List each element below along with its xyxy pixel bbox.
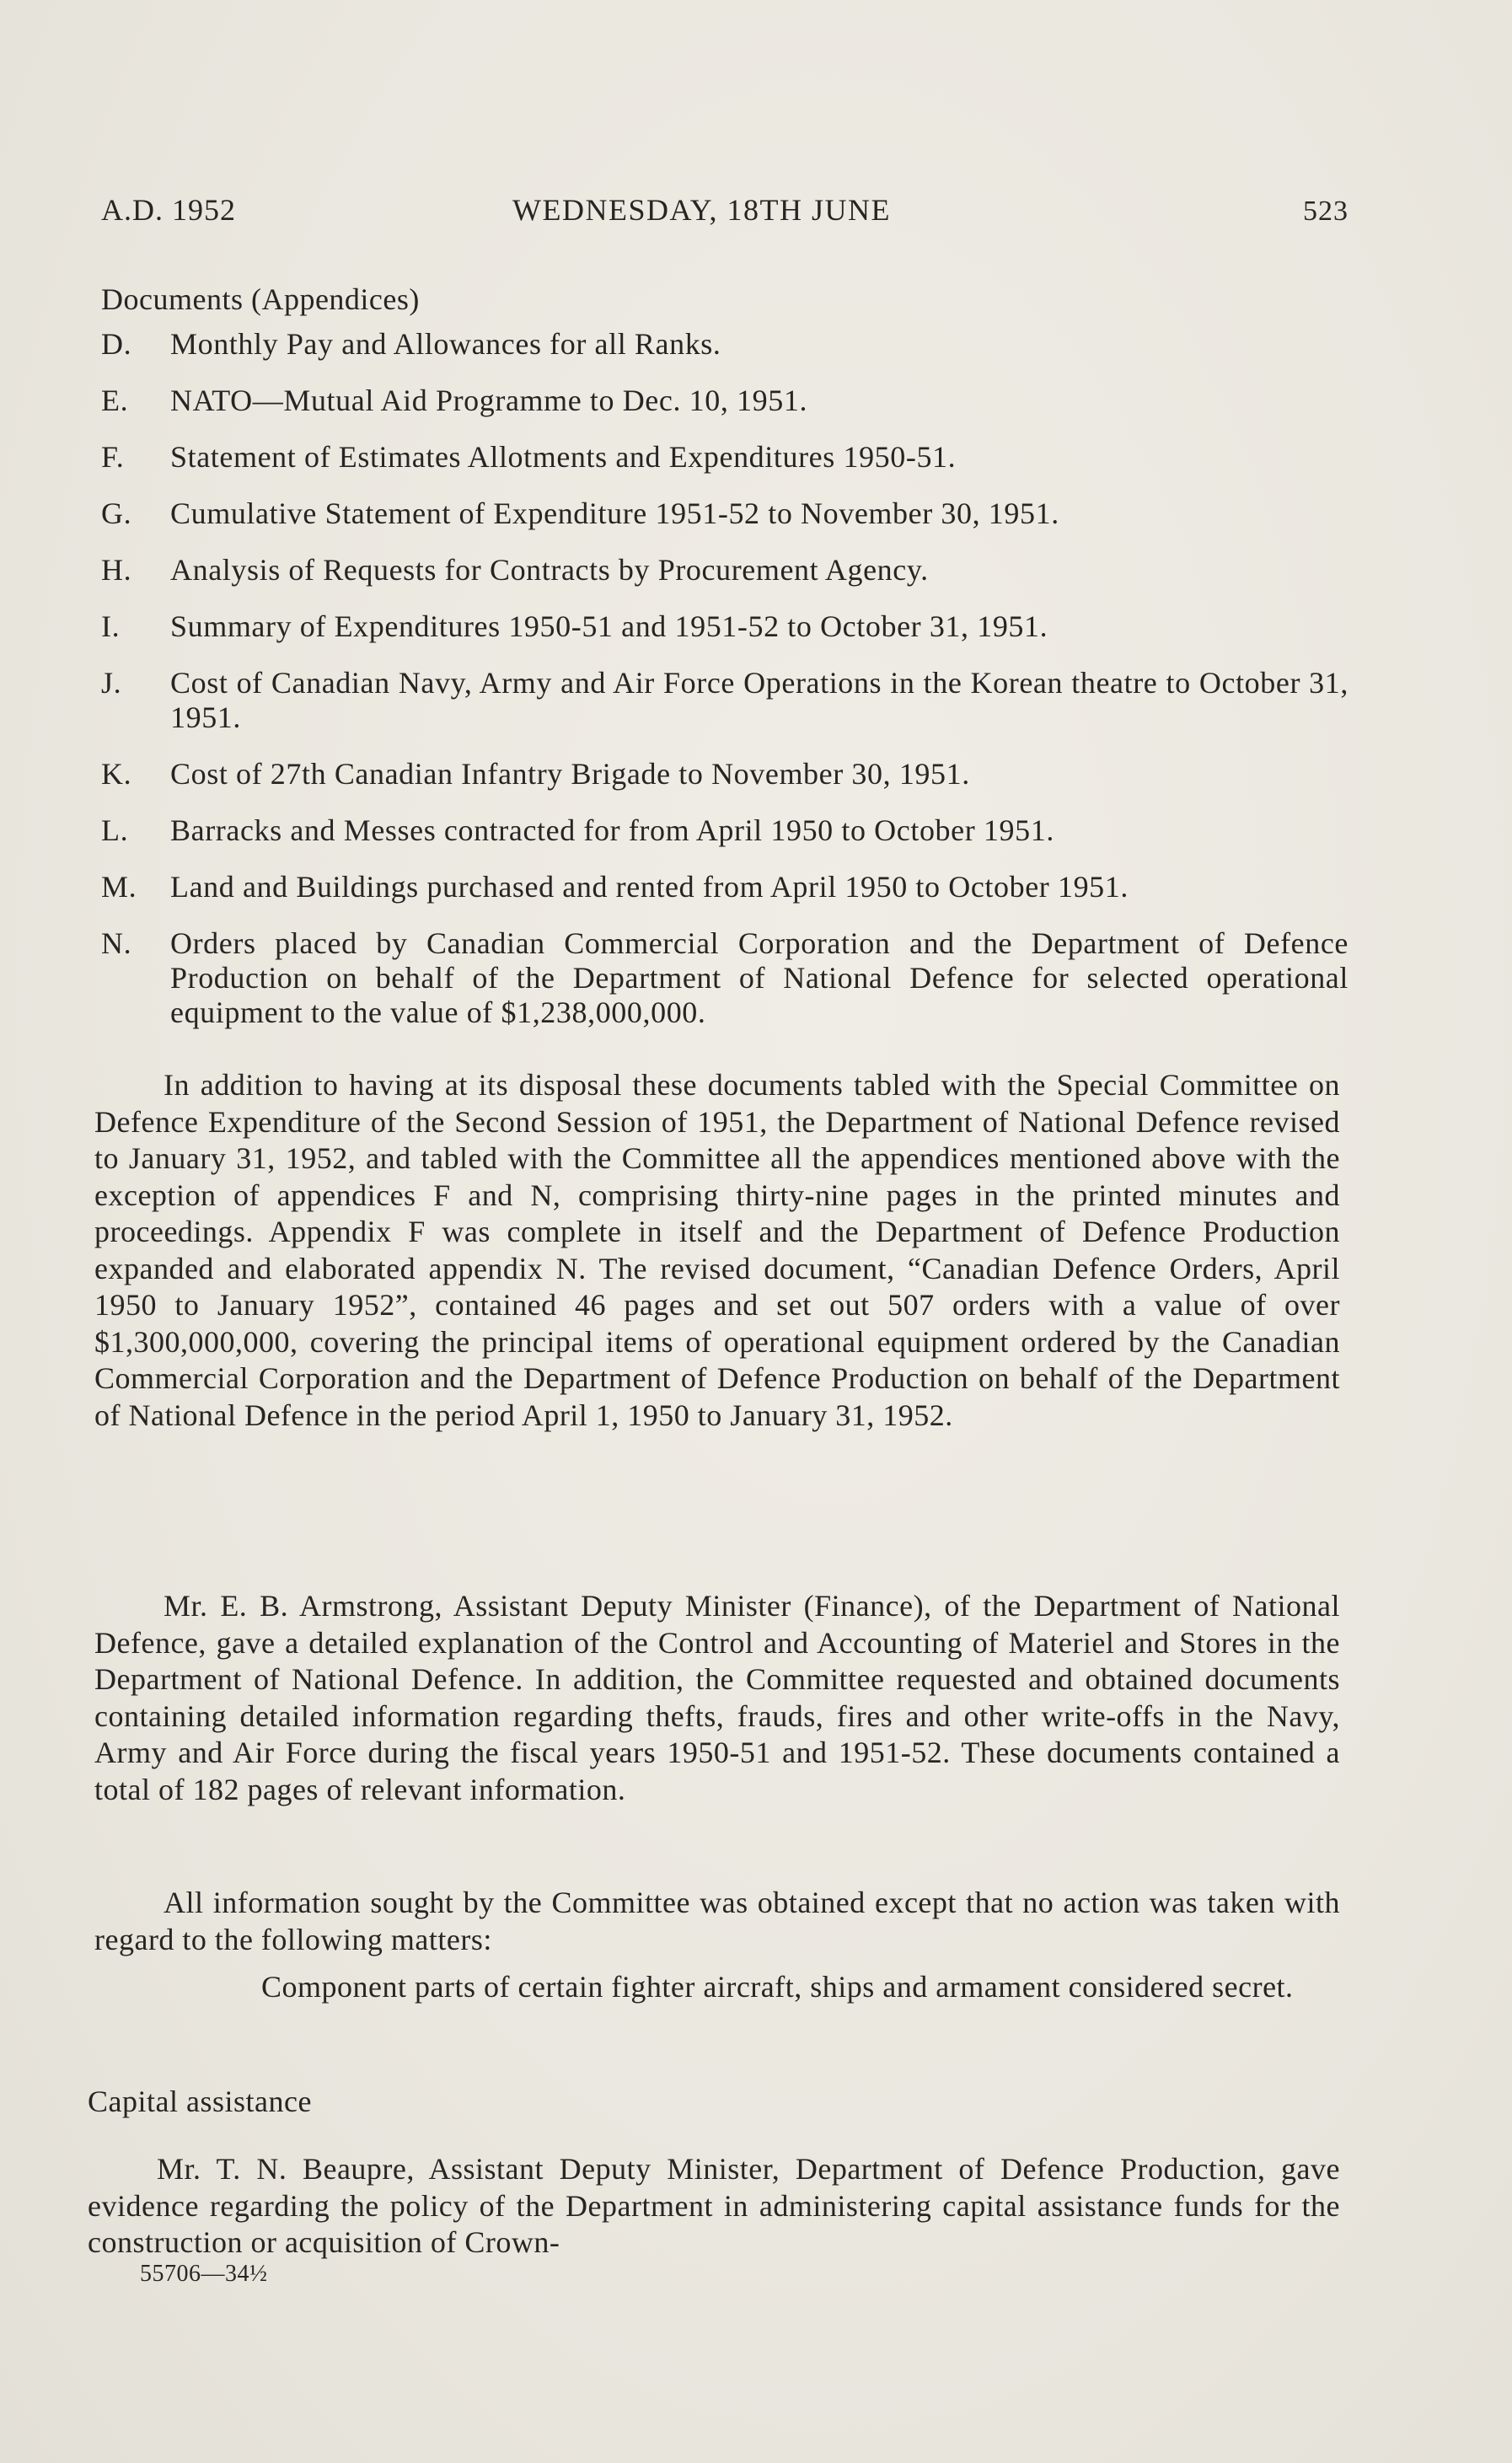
appendix-item-k bbox=[101, 757, 1348, 791]
paragraph-appendices-revised: In addition to having at its disposal these documents tabled with the Special Committee on Defence Expenditure of the Second Session of 1951, the Department of National Defence revised to January 31, 1952, and tabled with the Committee all the appendices mentioned above with the exception of appendices F and N, comprising thirty-nine pages in the printed minutes and proceedings. Appendix F was complete in itself and the Department of Defence Production expanded and elaborated appendix N. The revised document, “Canadian Defence Orders, April 1950 to January 1952”, contained 46 pages and set out 507 orders with a value of over $1,300,000,000, covering the principal items of operational equipment ordered by the Canadian Commercial Corporation and the Department of Defence Production on behalf of the Department of National Defence in the period April 1, 1950 to January 31, 1952. bbox=[94, 1068, 1340, 1432]
appendix-item-g bbox=[101, 496, 1348, 531]
appendix-item-j bbox=[101, 666, 1348, 735]
appendix-item-e bbox=[101, 384, 1348, 418]
appendix-item-f bbox=[101, 440, 1348, 475]
appendix-item-i bbox=[101, 609, 1348, 644]
appendix-list bbox=[101, 327, 1348, 1052]
appendix-letter: F. bbox=[101, 440, 125, 474]
paragraph-information-sought: All information sought by the Committee was obtained except that no action was taken with regard to the following matters: bbox=[94, 1886, 1340, 1956]
appendix-text: Barracks and Messes contracted for from April 1950 to October 1951. bbox=[170, 813, 1054, 847]
appendix-item-d bbox=[101, 327, 1348, 362]
capital-assistance-heading: Capital assistance bbox=[88, 2085, 312, 2118]
appendix-item-n bbox=[101, 926, 1348, 1030]
appendix-text: Analysis of Requests for Contracts by Procurement Agency. bbox=[170, 553, 929, 587]
appendix-letter: J. bbox=[101, 666, 122, 700]
appendix-item-m bbox=[101, 870, 1348, 904]
secret-matters-quote: Component parts of certain fighter aircraft, ships and armament considered secret. bbox=[261, 1970, 1294, 2004]
appendix-text: NATO—Mutual Aid Programme to Dec. 10, 1951. bbox=[170, 384, 808, 417]
paragraph-armstrong: Mr. E. B. Armstrong, Assistant Deputy Minister (Finance), of the Department of National Defence, gave a detailed explanation of the Control and Accounting of Materiel and Stores in the Department of National Defence. In addition, the Committee requested and obtained documents containing detailed information regarding thefts, frauds, fires and other write-offs in the Navy, Army and Air Force during the fiscal years 1950-51 and 1951-52. These documents contained a total of 182 pages of relevant information. bbox=[94, 1589, 1340, 1806]
appendix-text: Cumulative Statement of Expenditure 1951-52 to November 30, 1951. bbox=[170, 496, 1059, 530]
appendix-text: Summary of Expenditures 1950-51 and 1951-52 to October 31, 1951. bbox=[170, 609, 1048, 643]
page-number: 523 bbox=[1303, 196, 1348, 227]
documents-heading: Documents (Appendices) bbox=[101, 282, 420, 316]
appendix-letter: E. bbox=[101, 384, 129, 417]
appendix-letter: L. bbox=[101, 813, 129, 847]
paragraph-beaupre: Mr. T. N. Beaupre, Assistant Deputy Minister, Department of Defence Production, gave evidence regarding the policy of the Department in administering capital assistance funds for the construction or acquisition of Crown- bbox=[88, 2152, 1340, 2259]
appendix-letter: N. bbox=[101, 926, 132, 960]
appendix-text: Orders placed by Canadian Commercial Corporation and the Department of Defence Production on behalf of the Department of National Defence for selected operational equipment to the value of $1,238,000,000. bbox=[170, 926, 1348, 1029]
appendix-letter: M. bbox=[101, 870, 137, 904]
footer-print-code: 55706—34½ bbox=[140, 2261, 268, 2287]
running-header bbox=[101, 192, 1348, 234]
appendix-text: Monthly Pay and Allowances for all Ranks. bbox=[170, 327, 721, 361]
header-date: WEDNESDAY, 18TH JUNE bbox=[512, 193, 892, 227]
appendix-letter: K. bbox=[101, 757, 132, 791]
appendix-item-l bbox=[101, 813, 1348, 848]
appendix-letter: D. bbox=[101, 327, 132, 361]
appendix-letter: G. bbox=[101, 496, 132, 530]
appendix-letter: I. bbox=[101, 609, 121, 643]
appendix-text: Statement of Estimates Allotments and Expenditures 1950-51. bbox=[170, 440, 957, 474]
appendix-letter: H. bbox=[101, 553, 132, 587]
appendix-text: Cost of Canadian Navy, Army and Air Force Operations in the Korean theatre to October 31, 1951. bbox=[170, 666, 1348, 734]
header-year: A.D. 1952 bbox=[101, 193, 236, 227]
appendix-text: Cost of 27th Canadian Infantry Brigade to November 30, 1951. bbox=[170, 757, 970, 791]
appendix-item-h bbox=[101, 553, 1348, 588]
appendix-text: Land and Buildings purchased and rented from April 1950 to October 1951. bbox=[170, 870, 1129, 904]
